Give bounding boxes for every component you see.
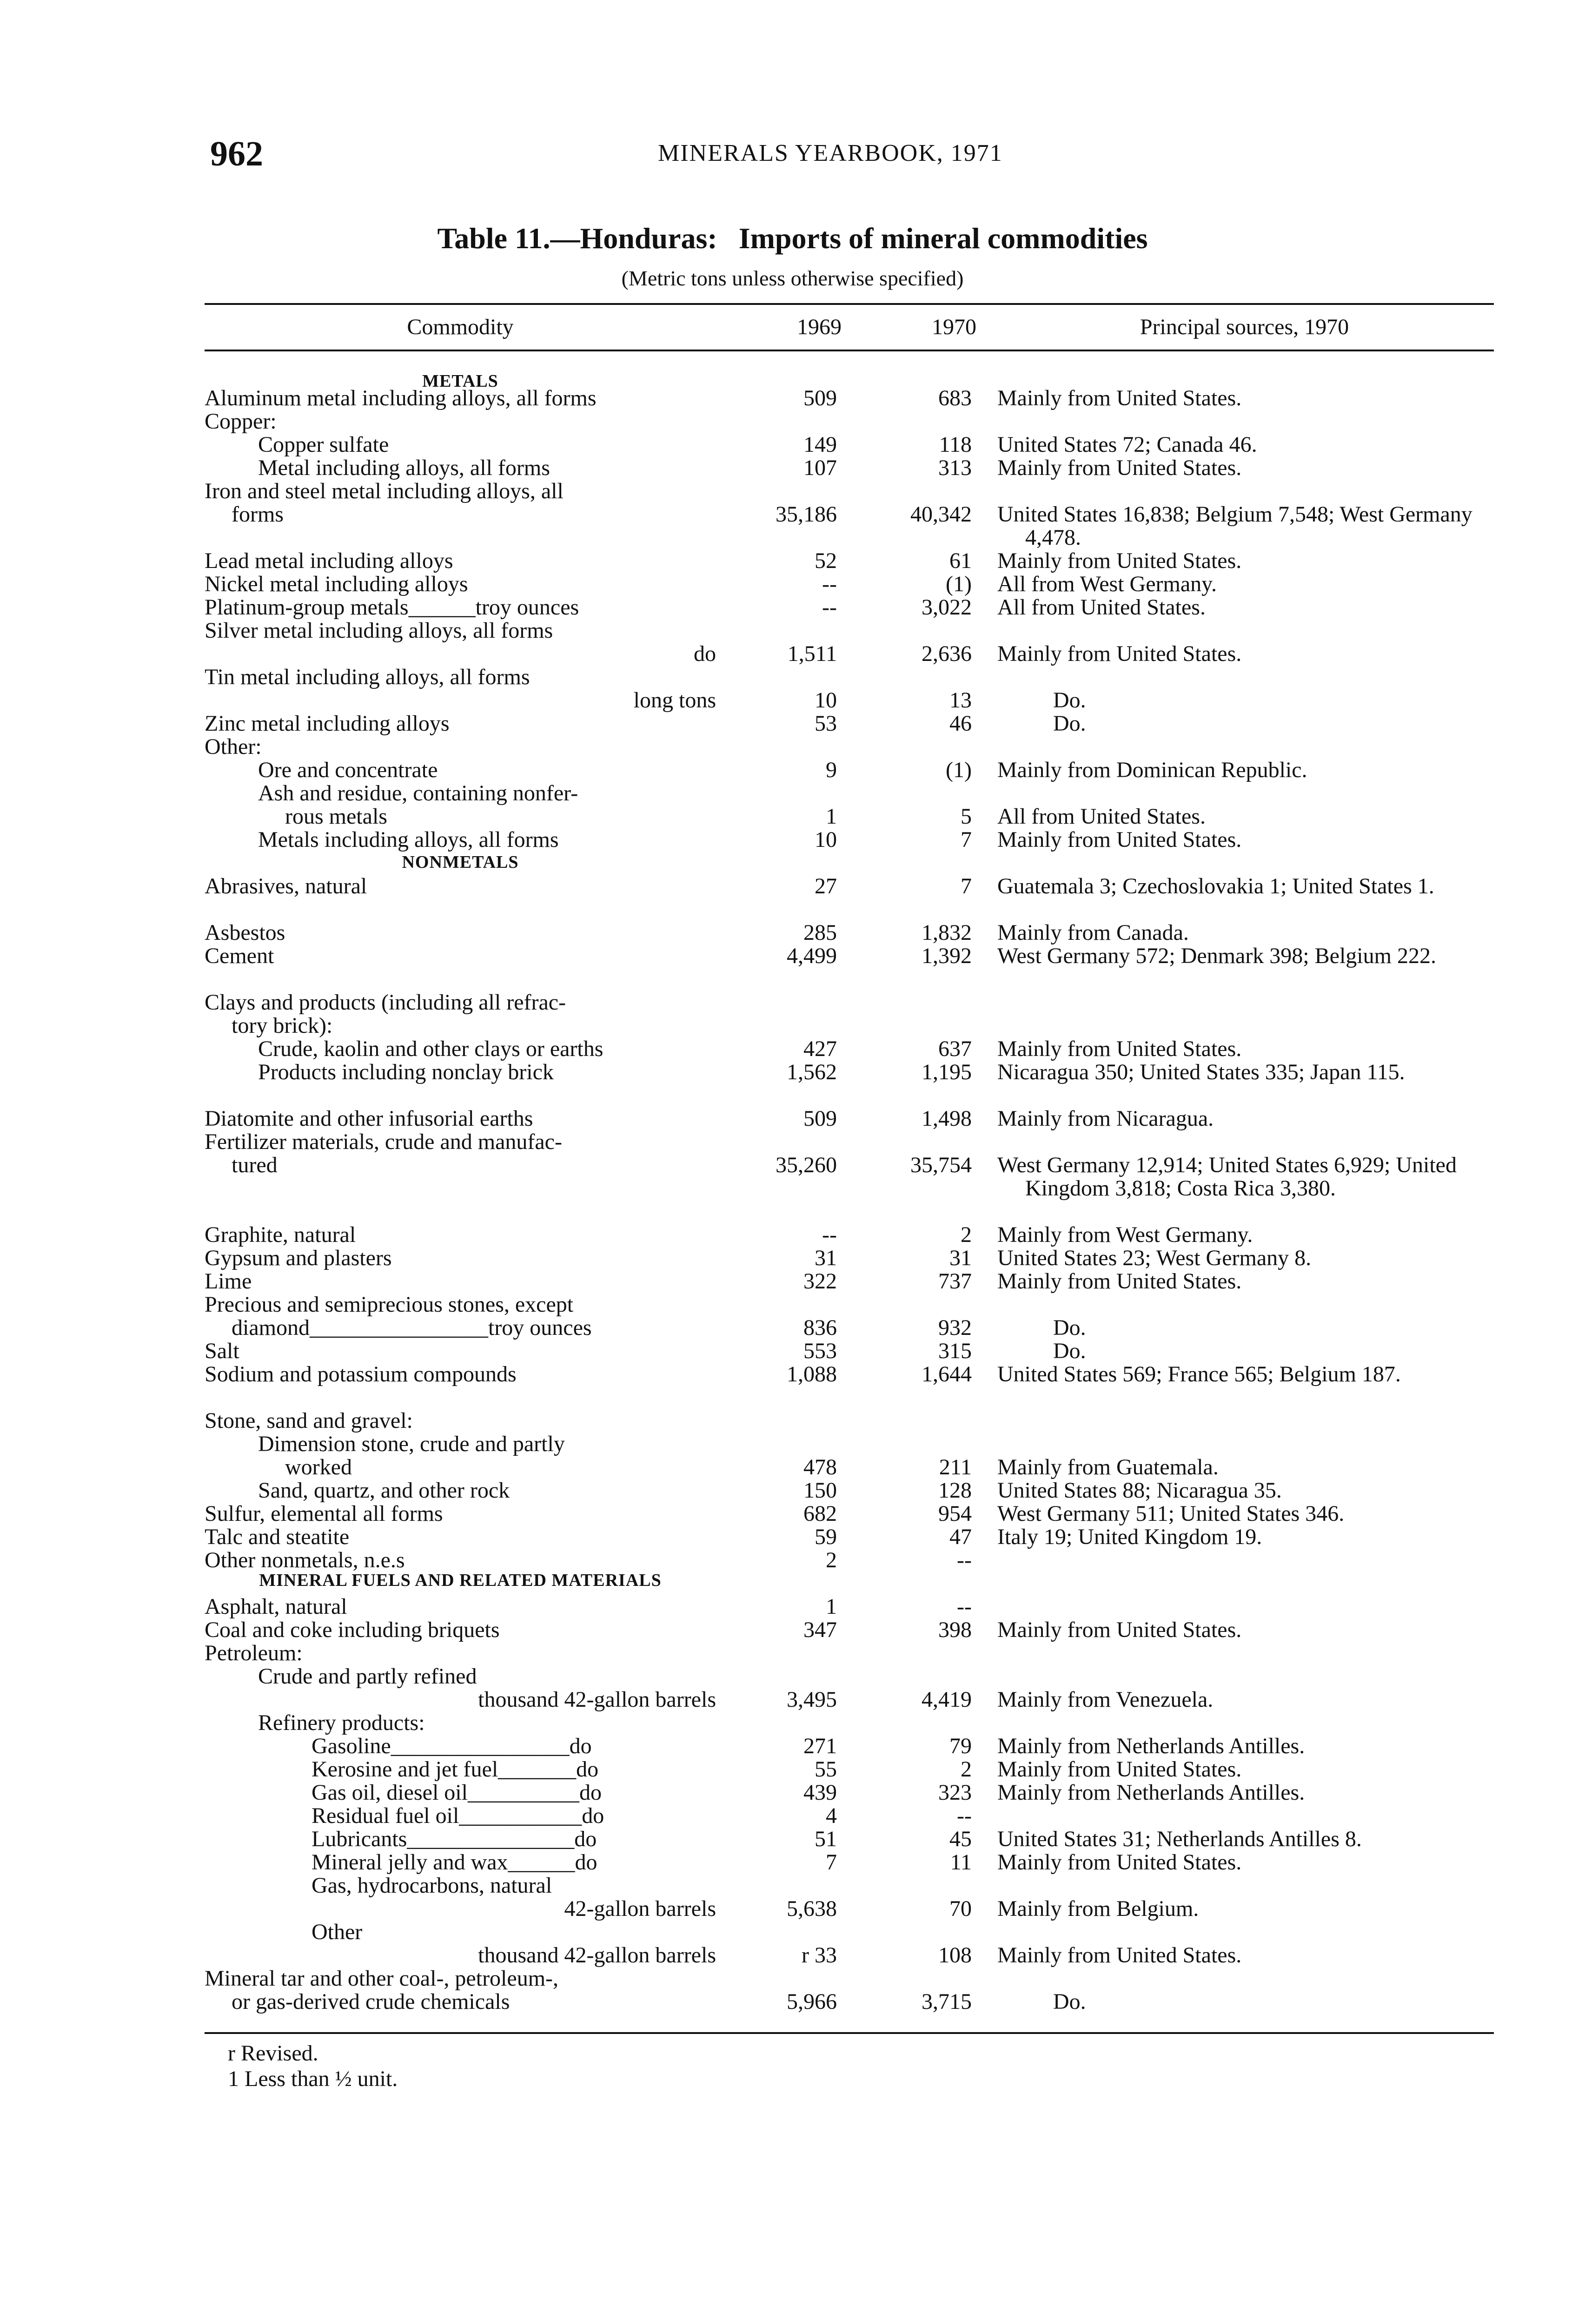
commodity-cell: Kerosine and jet fuel_______do bbox=[312, 1758, 599, 1781]
value-1970-cell: 47 bbox=[949, 1525, 972, 1549]
commodity-cell: thousand 42-gallon barrels bbox=[478, 1688, 716, 1711]
commodity-cell: Cement bbox=[205, 944, 274, 968]
value-1969-cell: 509 bbox=[803, 386, 837, 410]
table-subtitle: (Metric tons unless otherwise specified) bbox=[621, 266, 964, 290]
value-1970-cell: 40,342 bbox=[910, 502, 972, 527]
value-1970-cell: 2 bbox=[961, 1757, 972, 1782]
value-1969-cell: 4,499 bbox=[787, 944, 837, 968]
principal-sources-cell: West Germany 572; Denmark 398; Belgium 222. bbox=[997, 944, 1436, 968]
value-1969-cell: 35,260 bbox=[776, 1153, 837, 1177]
value-1970-cell: 954 bbox=[938, 1501, 972, 1526]
commodity-cell: rous metals bbox=[285, 805, 387, 828]
value-1969-cell: 10 bbox=[815, 827, 837, 852]
commodity-cell: Gas oil, diesel oil__________do bbox=[312, 1781, 602, 1804]
commodity-cell: Gasoline________________do bbox=[312, 1735, 592, 1758]
value-1970-cell: 1,644 bbox=[922, 1362, 972, 1386]
commodity-cell: or gas-derived crude chemicals bbox=[232, 1990, 510, 2014]
value-1970-cell: 118 bbox=[939, 432, 972, 457]
principal-sources-cell: Mainly from Dominican Republic. bbox=[997, 758, 1307, 782]
value-1970-cell: 128 bbox=[938, 1478, 972, 1503]
table-row bbox=[0, 1944, 1585, 1967]
commodity-cell: Coal and coke including briquets bbox=[205, 1618, 500, 1642]
value-1970-cell: 737 bbox=[938, 1269, 972, 1294]
commodity-cell: Mineral tar and other coal-, petroleum-, bbox=[205, 1967, 559, 1990]
principal-sources-cell: Mainly from Belgium. bbox=[997, 1896, 1199, 1921]
commodity-cell: Lime bbox=[205, 1270, 252, 1293]
value-1970-cell: (1) bbox=[946, 572, 972, 596]
table-row bbox=[0, 1479, 1585, 1502]
commodity-cell: Gypsum and plasters bbox=[205, 1247, 392, 1270]
commodity-cell: Sand, quartz, and other rock bbox=[258, 1479, 510, 1502]
principal-sources-cell: Mainly from United States. bbox=[997, 456, 1242, 480]
principal-sources-cell: Mainly from United States. bbox=[997, 1269, 1242, 1294]
commodity-cell: Sulfur, elemental all forms bbox=[205, 1502, 443, 1525]
commodity-cell: Lead metal including alloys bbox=[205, 549, 453, 573]
value-1970-cell: 683 bbox=[938, 386, 972, 410]
value-1969-cell: 3,495 bbox=[787, 1687, 837, 1712]
principal-sources-cell: United States 16,838; Belgium 7,548; West Germany 4,478. bbox=[997, 502, 1472, 550]
commodity-cell: Diatomite and other infusorial earths bbox=[205, 1107, 533, 1130]
principal-sources-cell: Mainly from Netherlands Antilles. bbox=[997, 1734, 1305, 1758]
value-1969-cell: 427 bbox=[803, 1037, 837, 1061]
table-row bbox=[0, 433, 1585, 456]
table-row bbox=[0, 1107, 1585, 1130]
commodity-cell: forms bbox=[232, 503, 284, 526]
value-1969-cell: 439 bbox=[803, 1780, 837, 1805]
table-row bbox=[0, 1921, 1585, 1944]
principal-sources-cell: Mainly from United States. bbox=[997, 548, 1242, 573]
table-row bbox=[0, 1967, 1585, 1990]
commodity-cell: tured bbox=[232, 1154, 278, 1177]
table-row bbox=[0, 1595, 1585, 1618]
principal-sources-cell: Mainly from Nicaragua. bbox=[997, 1106, 1214, 1131]
value-1970-cell: 1,195 bbox=[922, 1060, 972, 1084]
commodity-cell: Precious and semiprecious stones, except bbox=[205, 1293, 574, 1316]
table-row bbox=[0, 1316, 1585, 1340]
table-row bbox=[0, 921, 1585, 944]
value-1969-cell: 31 bbox=[815, 1246, 837, 1270]
value-1969-cell: 51 bbox=[815, 1827, 837, 1851]
table-row bbox=[0, 1990, 1585, 2014]
value-1969-cell: 1,562 bbox=[787, 1060, 837, 1084]
value-1970-cell: 108 bbox=[938, 1943, 972, 1967]
commodity-cell: 42-gallon barrels bbox=[564, 1897, 716, 1921]
value-1969-cell: 682 bbox=[803, 1501, 837, 1526]
commodity-cell: Asphalt, natural bbox=[205, 1595, 347, 1618]
value-1969-cell: 4 bbox=[826, 1803, 837, 1828]
commodity-cell: do bbox=[694, 642, 716, 666]
value-1969-cell: 5,966 bbox=[787, 1989, 837, 2014]
principal-sources-cell: Guatemala 3; Czechoslovakia 1; United States 1. bbox=[997, 874, 1434, 898]
commodity-cell: Crude, kaolin and other clays or earths bbox=[258, 1037, 603, 1061]
header-commodity: Commodity bbox=[407, 315, 514, 339]
table-row bbox=[0, 410, 1585, 433]
commodity-cell: Silver metal including alloys, all forms bbox=[205, 619, 553, 642]
value-1970-cell: 35,754 bbox=[910, 1153, 972, 1177]
value-1969-cell: 9 bbox=[826, 758, 837, 782]
section-heading-row bbox=[0, 1569, 1585, 1592]
value-1969-cell: 7 bbox=[826, 1850, 837, 1875]
table-row bbox=[0, 456, 1585, 480]
commodity-cell: Copper sulfate bbox=[258, 433, 389, 456]
value-1970-cell: -- bbox=[957, 1594, 972, 1619]
table-row bbox=[0, 1340, 1585, 1363]
table-row bbox=[0, 573, 1585, 596]
footnote-revised: r Revised. bbox=[228, 2041, 318, 2066]
table-row bbox=[0, 1642, 1585, 1665]
running-head: MINERALS YEARBOOK, 1971 bbox=[658, 140, 1003, 166]
principal-sources-cell: Do. bbox=[1053, 711, 1086, 736]
value-1970-cell: 13 bbox=[949, 688, 972, 713]
principal-sources-cell: Mainly from United States. bbox=[997, 1037, 1242, 1061]
value-1970-cell: 323 bbox=[938, 1780, 972, 1805]
value-1969-cell: 59 bbox=[815, 1525, 837, 1549]
section-heading: MINERAL FUELS AND RELATED MATERIALS bbox=[259, 1571, 662, 1590]
table-row bbox=[0, 735, 1585, 759]
value-1969-cell: 27 bbox=[815, 874, 837, 898]
principal-sources-cell: Do. bbox=[1053, 1989, 1086, 2014]
commodity-cell: Talc and steatite bbox=[205, 1525, 350, 1549]
value-1970-cell: 3,022 bbox=[922, 595, 972, 620]
value-1969-cell: -- bbox=[822, 595, 837, 620]
table-row bbox=[0, 642, 1585, 666]
commodity-cell: Gas, hydrocarbons, natural bbox=[312, 1874, 552, 1897]
table-row bbox=[0, 1828, 1585, 1851]
table-row bbox=[0, 689, 1585, 712]
principal-sources-cell: Mainly from United States. bbox=[997, 1943, 1242, 1967]
principal-sources-cell: Mainly from Canada. bbox=[997, 920, 1189, 945]
table-row bbox=[0, 502, 1585, 550]
table-row bbox=[0, 875, 1585, 898]
commodity-cell: Platinum-group metals______troy ounces bbox=[205, 596, 579, 619]
value-1970-cell: 315 bbox=[938, 1339, 972, 1363]
commodity-cell: Other: bbox=[205, 735, 262, 759]
value-1970-cell: 7 bbox=[961, 827, 972, 852]
table-row bbox=[0, 1851, 1585, 1874]
table-row bbox=[0, 1153, 1585, 1201]
footnotes bbox=[228, 2040, 398, 2092]
value-1969-cell: r 33 bbox=[802, 1943, 837, 1967]
table-row bbox=[0, 1711, 1585, 1735]
value-1970-cell: 313 bbox=[938, 456, 972, 480]
value-1969-cell: 285 bbox=[803, 920, 837, 945]
table-row bbox=[0, 1037, 1585, 1061]
principal-sources-cell: West Germany 12,914; United States 6,929; United Kingdom 3,818; Costa Rica 3,380. bbox=[997, 1153, 1457, 1201]
commodity-cell: Salt bbox=[205, 1340, 239, 1363]
value-1969-cell: 509 bbox=[803, 1106, 837, 1131]
commodity-cell: Products including nonclay brick bbox=[258, 1061, 554, 1084]
table-row bbox=[0, 1735, 1585, 1758]
value-1970-cell: 5 bbox=[961, 804, 972, 829]
header-principal-sources: Principal sources, 1970 bbox=[1140, 315, 1349, 339]
value-1969-cell: 1,088 bbox=[787, 1362, 837, 1386]
commodity-cell: Copper: bbox=[205, 410, 277, 433]
table-row bbox=[0, 1014, 1585, 1037]
principal-sources-cell: Mainly from United States. bbox=[997, 641, 1242, 666]
principal-sources-cell: Do. bbox=[1053, 1315, 1086, 1340]
commodity-cell: Ash and residue, containing nonfer- bbox=[258, 782, 578, 805]
value-1970-cell: 61 bbox=[949, 548, 972, 573]
table-row bbox=[0, 1804, 1585, 1828]
commodity-cell: thousand 42-gallon barrels bbox=[478, 1944, 716, 1967]
commodity-cell: Zinc metal including alloys bbox=[205, 712, 450, 735]
table-row bbox=[0, 1061, 1585, 1084]
value-1970-cell: 3,715 bbox=[922, 1989, 972, 2014]
value-1969-cell: 1,511 bbox=[787, 641, 837, 666]
value-1970-cell: -- bbox=[957, 1548, 972, 1572]
value-1969-cell: 10 bbox=[815, 688, 837, 713]
value-1970-cell: 45 bbox=[949, 1827, 972, 1851]
value-1970-cell: 79 bbox=[949, 1734, 972, 1758]
header-1970: 1970 bbox=[932, 315, 976, 339]
value-1970-cell: 1,392 bbox=[922, 944, 972, 968]
principal-sources-cell: Mainly from Guatemala. bbox=[997, 1455, 1219, 1479]
value-1970-cell: 1,498 bbox=[922, 1106, 972, 1131]
value-1970-cell: 7 bbox=[961, 874, 972, 898]
value-1970-cell: 637 bbox=[938, 1037, 972, 1061]
table-title-label: Table 11.—Honduras: bbox=[437, 222, 717, 255]
value-1970-cell: (1) bbox=[946, 758, 972, 782]
commodity-cell: Aluminum metal including alloys, all forms bbox=[205, 387, 597, 410]
principal-sources-cell: West Germany 511; United States 346. bbox=[997, 1501, 1345, 1526]
commodity-cell: tory brick): bbox=[232, 1014, 333, 1037]
value-1969-cell: 1 bbox=[826, 804, 837, 829]
principal-sources-cell: Italy 19; United Kingdom 19. bbox=[997, 1525, 1262, 1549]
principal-sources-cell: Mainly from Venezuela. bbox=[997, 1687, 1214, 1712]
principal-sources-cell: Do. bbox=[1053, 688, 1086, 713]
principal-sources-cell: All from United States. bbox=[997, 595, 1206, 620]
commodity-cell: Graphite, natural bbox=[205, 1223, 356, 1247]
commodity-cell: Crude and partly refined bbox=[258, 1665, 477, 1688]
table-row bbox=[0, 1618, 1585, 1642]
value-1969-cell: 5,638 bbox=[787, 1896, 837, 1921]
value-1969-cell: 836 bbox=[803, 1315, 837, 1340]
commodity-cell: Clays and products (including all refrac- bbox=[205, 991, 566, 1014]
table-row bbox=[0, 619, 1585, 642]
commodity-cell: Refinery products: bbox=[258, 1711, 425, 1735]
commodity-cell: Fertilizer materials, crude and manufac- bbox=[205, 1130, 562, 1154]
value-1969-cell: 35,186 bbox=[776, 502, 837, 527]
footnote-less-than-half: 1 Less than ½ unit. bbox=[228, 2067, 398, 2091]
value-1970-cell: 46 bbox=[949, 711, 972, 736]
table-row bbox=[0, 1456, 1585, 1479]
table-row bbox=[0, 944, 1585, 968]
commodity-cell: Dimension stone, crude and partly bbox=[258, 1433, 565, 1456]
table-row bbox=[0, 1781, 1585, 1804]
principal-sources-cell: All from West Germany. bbox=[997, 572, 1217, 596]
value-1970-cell: 211 bbox=[939, 1455, 972, 1479]
header-1969: 1969 bbox=[797, 315, 842, 339]
principal-sources-cell: Mainly from United States. bbox=[997, 386, 1242, 410]
value-1969-cell: 107 bbox=[803, 456, 837, 480]
table-row bbox=[0, 387, 1585, 410]
value-1969-cell: 1 bbox=[826, 1594, 837, 1619]
value-1969-cell: 478 bbox=[803, 1455, 837, 1479]
table-row bbox=[0, 1897, 1585, 1921]
value-1969-cell: 55 bbox=[815, 1757, 837, 1782]
commodity-cell: Metal including alloys, all forms bbox=[258, 456, 550, 480]
value-1969-cell: 149 bbox=[803, 432, 837, 457]
value-1970-cell: 1,832 bbox=[922, 920, 972, 945]
value-1969-cell: -- bbox=[822, 572, 837, 596]
table-row bbox=[0, 1525, 1585, 1549]
table-bottom-rule bbox=[205, 2032, 1494, 2034]
value-1970-cell: 31 bbox=[949, 1246, 972, 1270]
value-1969-cell: -- bbox=[822, 1222, 837, 1247]
table-row bbox=[0, 480, 1585, 503]
table-row bbox=[0, 1874, 1585, 1897]
commodity-cell: Asbestos bbox=[205, 921, 285, 944]
table-row bbox=[0, 805, 1585, 828]
principal-sources-cell: Mainly from United States. bbox=[997, 1850, 1242, 1875]
table-row bbox=[0, 1409, 1585, 1433]
value-1970-cell: 398 bbox=[938, 1618, 972, 1642]
commodity-cell: Lubricants_______________do bbox=[312, 1828, 597, 1851]
table-row bbox=[0, 828, 1585, 852]
value-1969-cell: 53 bbox=[815, 711, 837, 736]
value-1969-cell: 347 bbox=[803, 1618, 837, 1642]
value-1970-cell: 2 bbox=[961, 1222, 972, 1247]
table-row bbox=[0, 759, 1585, 782]
value-1970-cell: 4,419 bbox=[922, 1687, 972, 1712]
table-row bbox=[0, 596, 1585, 619]
principal-sources-cell: Mainly from United States. bbox=[997, 1757, 1242, 1782]
value-1970-cell: 2,636 bbox=[922, 641, 972, 666]
table-row bbox=[0, 1130, 1585, 1154]
principal-sources-cell: United States 72; Canada 46. bbox=[997, 432, 1257, 457]
commodity-cell: Other nonmetals, n.e.s bbox=[205, 1549, 405, 1572]
commodity-cell: Residual fuel oil___________do bbox=[312, 1804, 604, 1828]
commodity-cell: Iron and steel metal including alloys, all bbox=[205, 480, 564, 503]
commodity-cell: long tons bbox=[633, 689, 716, 712]
value-1970-cell: 70 bbox=[949, 1896, 972, 1921]
commodity-cell: Ore and concentrate bbox=[258, 759, 438, 782]
section-heading: NONMETALS bbox=[402, 852, 519, 872]
value-1969-cell: 553 bbox=[803, 1339, 837, 1363]
table-row bbox=[0, 549, 1585, 573]
commodity-cell: Stone, sand and gravel: bbox=[205, 1409, 413, 1433]
table-row bbox=[0, 1665, 1585, 1688]
table-row bbox=[0, 1223, 1585, 1247]
value-1969-cell: 52 bbox=[815, 548, 837, 573]
commodity-cell: Other bbox=[312, 1921, 363, 1944]
table-row bbox=[0, 1270, 1585, 1293]
table-row bbox=[0, 1363, 1585, 1386]
principal-sources-cell: United States 31; Netherlands Antilles 8. bbox=[997, 1827, 1362, 1851]
table-row bbox=[0, 1688, 1585, 1711]
principal-sources-cell: Mainly from United States. bbox=[997, 827, 1242, 852]
principal-sources-cell: United States 23; West Germany 8. bbox=[997, 1246, 1312, 1270]
principal-sources-cell: All from United States. bbox=[997, 804, 1206, 829]
commodity-cell: Sodium and potassium compounds bbox=[205, 1363, 517, 1386]
value-1969-cell: 271 bbox=[803, 1734, 837, 1758]
table-title-text: Imports of mineral commodities bbox=[738, 222, 1148, 255]
value-1969-cell: 150 bbox=[803, 1478, 837, 1503]
commodity-cell: Metals including alloys, all forms bbox=[258, 828, 559, 852]
commodity-cell: Mineral jelly and wax______do bbox=[312, 1851, 597, 1874]
principal-sources-cell: Mainly from Netherlands Antilles. bbox=[997, 1780, 1305, 1805]
principal-sources-cell: Mainly from United States. bbox=[997, 1618, 1242, 1642]
principal-sources-cell: United States 88; Nicaragua 35. bbox=[997, 1478, 1282, 1503]
value-1969-cell: 322 bbox=[803, 1269, 837, 1294]
table-row bbox=[0, 1502, 1585, 1525]
table-row bbox=[0, 712, 1585, 735]
value-1970-cell: 11 bbox=[950, 1850, 972, 1875]
commodity-cell: Petroleum: bbox=[205, 1642, 303, 1665]
table-row bbox=[0, 782, 1585, 805]
commodity-cell: Nickel metal including alloys bbox=[205, 573, 468, 596]
commodity-cell: Tin metal including alloys, all forms bbox=[205, 666, 530, 689]
value-1970-cell: 932 bbox=[938, 1315, 972, 1340]
principal-sources-cell: Nicaragua 350; United States 335; Japan 115. bbox=[997, 1060, 1405, 1084]
page-number: 962 bbox=[210, 134, 263, 173]
table-row bbox=[0, 666, 1585, 689]
principal-sources-cell: Mainly from West Germany. bbox=[997, 1222, 1253, 1247]
table-row bbox=[0, 1433, 1585, 1456]
section-heading-row bbox=[0, 851, 1585, 874]
value-1969-cell: 2 bbox=[826, 1548, 837, 1572]
table-row bbox=[0, 1293, 1585, 1316]
principal-sources-cell: United States 569; France 565; Belgium 187. bbox=[997, 1362, 1401, 1386]
commodity-cell: Abrasives, natural bbox=[205, 875, 367, 898]
principal-sources-cell: Do. bbox=[1053, 1339, 1086, 1363]
table-row bbox=[0, 991, 1585, 1014]
table-row bbox=[0, 1247, 1585, 1270]
commodity-cell: worked bbox=[285, 1456, 352, 1479]
commodity-cell: diamond________________troy ounces bbox=[232, 1316, 592, 1340]
table-row bbox=[0, 1758, 1585, 1781]
value-1970-cell: -- bbox=[957, 1803, 972, 1828]
section-heading: METALS bbox=[422, 371, 498, 391]
